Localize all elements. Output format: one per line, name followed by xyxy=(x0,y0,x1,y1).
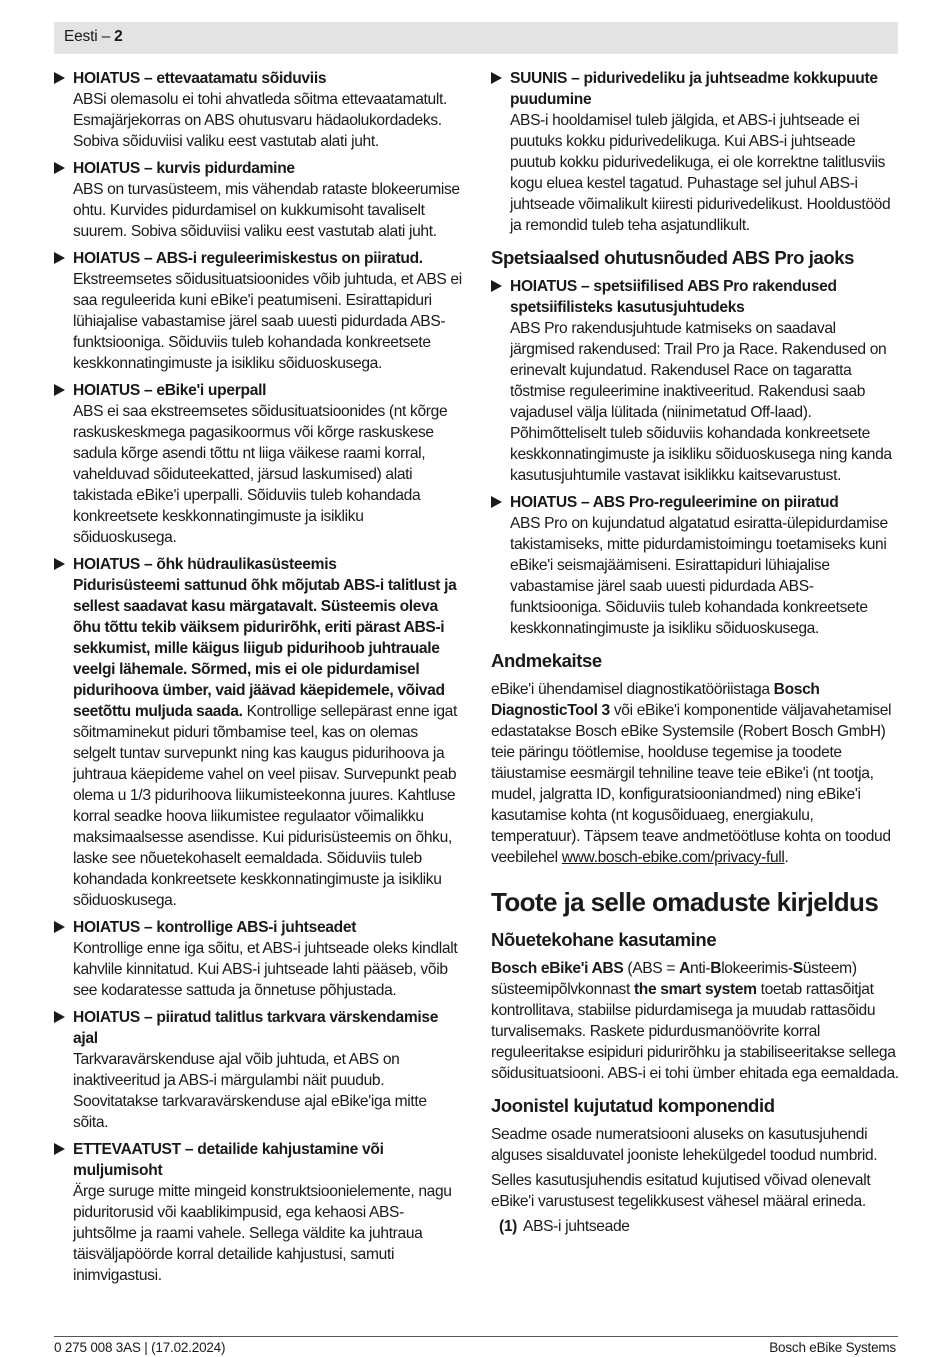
warning-title: HOIATUS – kontrollige ABS-i juhtseadet xyxy=(73,919,357,936)
dp-text-1: eBike'i ühendamisel diagnostikatööriistaga xyxy=(491,681,774,698)
arrow-bullet-icon xyxy=(54,1011,65,1023)
warning-body: ABSi olemasolu ei tohi ahvatleda sõitma ettevaatamatult. Esmajärjekorras on ABS ohutusvaru hädaolukordadeks. Sobiva sõiduviisi valiku eest vastutab alati juht. xyxy=(73,91,447,150)
right-column xyxy=(491,68,901,1237)
arrow-bullet-icon xyxy=(491,496,502,508)
system-name: the smart system xyxy=(633,981,757,998)
warning-title: HOIATUS – spetsiifilised ABS Pro rakendused spetsiifilisteks kasutusjuhtudeks xyxy=(510,278,837,316)
abs-letter-s: S xyxy=(792,960,803,977)
warning-block xyxy=(54,917,464,1001)
arrow-bullet-icon xyxy=(54,72,65,84)
warning-title: ETTEVAATUST – detailide kahjustamine või muljumisoht xyxy=(73,1141,384,1179)
arrow-bullet-icon xyxy=(54,162,65,174)
arrow-bullet-icon xyxy=(54,252,65,264)
intended-use-heading: Nõuetekohane kasutamine xyxy=(491,929,717,950)
abs-letter-b: B xyxy=(710,960,722,977)
arrow-bullet-icon xyxy=(54,384,65,396)
data-protection-text xyxy=(491,679,901,868)
dp-text-3: . xyxy=(784,849,789,866)
component-label: ABS-i juhtseade xyxy=(523,1218,630,1235)
notice-title: SUUNIS – pidurivedeliku ja juhtseadme kokkupuute puudumine xyxy=(510,70,878,108)
component-list-item xyxy=(491,1216,901,1237)
dp-tool-name: Bosch DiagnosticTool 3 xyxy=(491,681,820,719)
warning-title: HOIATUS – eBike'i uperpall xyxy=(73,382,267,399)
header-language: Eesti xyxy=(64,28,98,45)
warning-title: HOIATUS – kurvis pidurdamine xyxy=(73,160,295,177)
warning-block xyxy=(54,68,464,152)
iu-text-1: süsteemipõlvkonnast xyxy=(491,981,634,998)
abs-letter-a: A xyxy=(679,960,690,977)
warning-body: ABS ei saa ekstreemsetes sõidusituatsioonides (nt kõrge raskuskeskmega pagasikoormus või kõrge raskuskese sadula kõrge asendi tõttu nt liiga väikese raami korral, vahelduvad sõiduteekatted, järsud laskumised) alati takistada eBike'i uperpalli. Sõiduviis tuleb kohandada konkreetsete keskkonnatingimuste ja isikliku sõiduoskusega. xyxy=(73,403,448,546)
warning-body: Ärge suruge mitte mingeid konstruktsioonielemente, nagu piduritorusid või kaablikimpusid, ega kehaosi ABS-juhtsõlme ja raami vahele. Sellega väldite ka juhtraua täisväljapöörde korral detailide kahjustusi, samuti inimvigastusi. xyxy=(73,1183,452,1284)
arrow-bullet-icon xyxy=(491,72,502,84)
warning-block xyxy=(54,554,464,911)
arrow-bullet-icon xyxy=(54,1143,65,1155)
warning-block xyxy=(54,380,464,548)
warning-block xyxy=(54,1007,464,1133)
page-header xyxy=(54,22,898,54)
warning-title: HOIATUS – ABS-i reguleerimiskestus on piiratud. xyxy=(73,250,423,267)
arrow-bullet-icon xyxy=(54,558,65,570)
abs-rest-a: nti- xyxy=(690,960,711,977)
footer-divider xyxy=(54,1336,898,1337)
components-para-2: Selles kasutusjuhendis esitatud kujutised võivad olenevalt eBike'i varustusest tegelikkusest vähesel määral erineda. xyxy=(491,1172,871,1210)
warning-bold-text: Pidurisüsteemi sattunud õhk mõjutab ABS-i talitlust ja sellest saadavat kasu märgatavalt. Süsteemis oleva õhu tõttu tekib väiksem pidurirõhk, eriti pärast ABS-i sekkumist, mille käigus liigub pidurihoob juhtrauale veelgi lähemale. Sõrmed, mis ei ole pidurdamisel pidurihoova ümber, vaid jäävad käepidemele, võivad seetõttu muljuda saada. xyxy=(73,577,457,720)
warning-body: ABS Pro on kujundatud algatatud esiratta-ülepidurdamise takistamiseks, mitte pidurdamistoimingu toetamiseks kuni eBike'i seismajäämiseni. Esirattapiduri lühiajalise vabastamise järel saab uuesti pidurdada ABS-funktsiooniga. Sõiduviis tuleb kohandada konkreetsete keskkonnatingimuste ja isikliku sõiduoskusega. xyxy=(510,515,888,637)
dp-text-2: või eBike'i komponentide väljavahetamisel edastatakse Bosch eBike Systemsile (Robert Bosch GmbH) teie päringu töötlemise, hoolduse tegemise ja toodete täiustamise eesmärgil tehniline teave teie eBike'i (nt tootja, mudel, jalgratta ID, konfiguratsiooniandmed) ning eBike'i kasutamise kohta (nt kogusõiduaeg, energiakulu, temperatuur). Täpsem teave andmetöötluse kohta on toodud veebilehel xyxy=(491,702,892,866)
warning-block xyxy=(491,492,901,639)
warning-body: ABS Pro rakendusjuhtude katmiseks on saadaval järgmised rakendused: Trail Pro ja Race. Rakendused on erinevalt kujundatud. Rakendusel Race on tagaratta tõstmise reguleerimine inaktiveeritud. Rakendusi saab vajadusel välja lülitada (niinimetatud Off-laad). Põhimõtteliselt tuleb sõiduviis kohandada konkreetsete keskkonnatingimuste ja isikliku sõiduoskusega ning kanda kasutusjuhtumile vastavat isiklikku kaitsevarustust. xyxy=(510,320,892,484)
intended-use-text xyxy=(491,958,901,1084)
warning-body-text: Kontrollige sellepärast enne igat sõitmaminekut piduri tõmbamise teel, kas on olemas selgelt tuntav survepunkt ning kas kaugus pidurihoova ja juhtraua käepideme vahel on veel piisav. Survepunkt peab olema u 1/3 pidurihoova liikumisteekonna juures. Kahtluse korral seadke hoova liikumistee regulaator võimalikku maksimaalsesse asendisse. Kui pidurisüsteemis on õhku, laske see nõuetekohaselt eemaldada. Sõiduviis tuleb kohandada konkreetsete keskkonnatingimuste ja isikliku sõiduoskusega. xyxy=(73,703,457,909)
arrow-bullet-icon xyxy=(54,921,65,933)
abs-rest-b: lokeerimis- xyxy=(721,960,793,977)
footer-brand: Bosch eBike Systems xyxy=(769,1340,896,1355)
warning-body: Ekstreemsetes sõidusituatsioonides võib juhtuda, et ABS ei saa reguleerida kuni eBike'i peatumiseni. Esirattapiduri lühiajalise vabastamise järel saab uuesti pidurdada ABS-funktsiooniga. Sõiduviis tuleb kohandada konkreetsete keskkonnatingimuste ja isikliku sõiduoskusega. xyxy=(73,271,462,372)
header-text xyxy=(64,28,123,46)
page-number: 2 xyxy=(114,28,123,45)
privacy-link[interactable]: www.bosch-ebike.com/privacy-full xyxy=(561,849,785,866)
left-column xyxy=(54,68,464,1292)
iu-text-2: toetab rattasõitjat kontrollitava, stabiilse pidurdamisega ja muudab rattasõidu turvalisemaks. Raskete pidurdusmanöövrite korral reguleeritakse esipiduri pidurirõhku ja stabiliseeritakse sellega sõidusituatsiooni. ABS-i ei tohi ümber ehitada ega eemaldada. xyxy=(491,981,899,1082)
data-protection-heading: Andmekaitse xyxy=(491,650,602,671)
component-number: (1) xyxy=(499,1218,518,1235)
warning-body xyxy=(73,575,464,911)
footer-doc-id: 0 275 008 3AS | (17.02.2024) xyxy=(54,1340,226,1355)
warning-block xyxy=(54,248,464,374)
section-title: Toote ja selle omaduste kirjeldus xyxy=(491,887,879,917)
warning-body: Kontrollige enne iga sõitu, et ABS-i juhtseade oleks kindlalt kahvlile kinnitatud. Kui ABS-i juhtseade lahti pääseb, võib see kodaratesse sattuda ja õnnetuse põhjustada. xyxy=(73,940,458,999)
header-separator: – xyxy=(97,28,115,45)
warning-title: HOIATUS – ettevaatamatu sõiduviis xyxy=(73,70,327,87)
abs-paren-open: (ABS = xyxy=(623,960,680,977)
abs-rest-s: üsteem) xyxy=(802,960,857,977)
notice-block xyxy=(491,68,901,236)
components-para-1: Seadme osade numeratsiooni aluseks on kasutusjuhendi alguses sisalduvatel jooniste lehekülgedel toodud numbrid. xyxy=(491,1126,878,1164)
arrow-bullet-icon xyxy=(491,280,502,292)
warning-block xyxy=(54,158,464,242)
warning-body: Tarkvaravärskenduse ajal võib juhtuda, et ABS on inaktiveeritud ja ABS-i märgulambi näit puudub. Soovitatakse tarkvaravärskenduse ajal eBike'iga mitte sõita. xyxy=(73,1051,427,1131)
warning-title: HOIATUS – ABS Pro-reguleerimine on piiratud xyxy=(510,494,839,511)
warning-block xyxy=(54,1139,464,1286)
product-name: Bosch eBike'i ABS xyxy=(491,960,624,977)
notice-body: ABS-i hooldamisel tuleb jälgida, et ABS-i juhtseade ei puutuks kokku pidurivedelikuga. Kui ABS-i juhtseade puutub kokku pidurivedelikuga, ei ole korrektne talitlusviis kogu eluea kestel tagatud. Puhastage sel juhul ABS-i juhtseade võimalikult kiiresti pidurivedelikust. Hooldustööd ja remondid tuleb teha asjatundlikult. xyxy=(510,112,891,234)
abs-pro-heading: Spetsiaalsed ohutusnõuded ABS Pro jaoks xyxy=(491,247,855,268)
components-heading: Joonistel kujutatud komponendid xyxy=(491,1095,775,1116)
warning-body: ABS on turvasüsteem, mis vähendab rataste blokeerumise ohtu. Kurvides pidurdamisel on kukkumisoht tavaliselt suurem. Sobiva sõiduviisi valiku eest vastutab alati juht. xyxy=(73,181,460,240)
warning-title: HOIATUS – õhk hüdraulikasüsteemis xyxy=(73,556,337,573)
warning-block xyxy=(491,276,901,486)
warning-title: HOIATUS – piiratud talitlus tarkvara värskendamise ajal xyxy=(73,1009,439,1047)
